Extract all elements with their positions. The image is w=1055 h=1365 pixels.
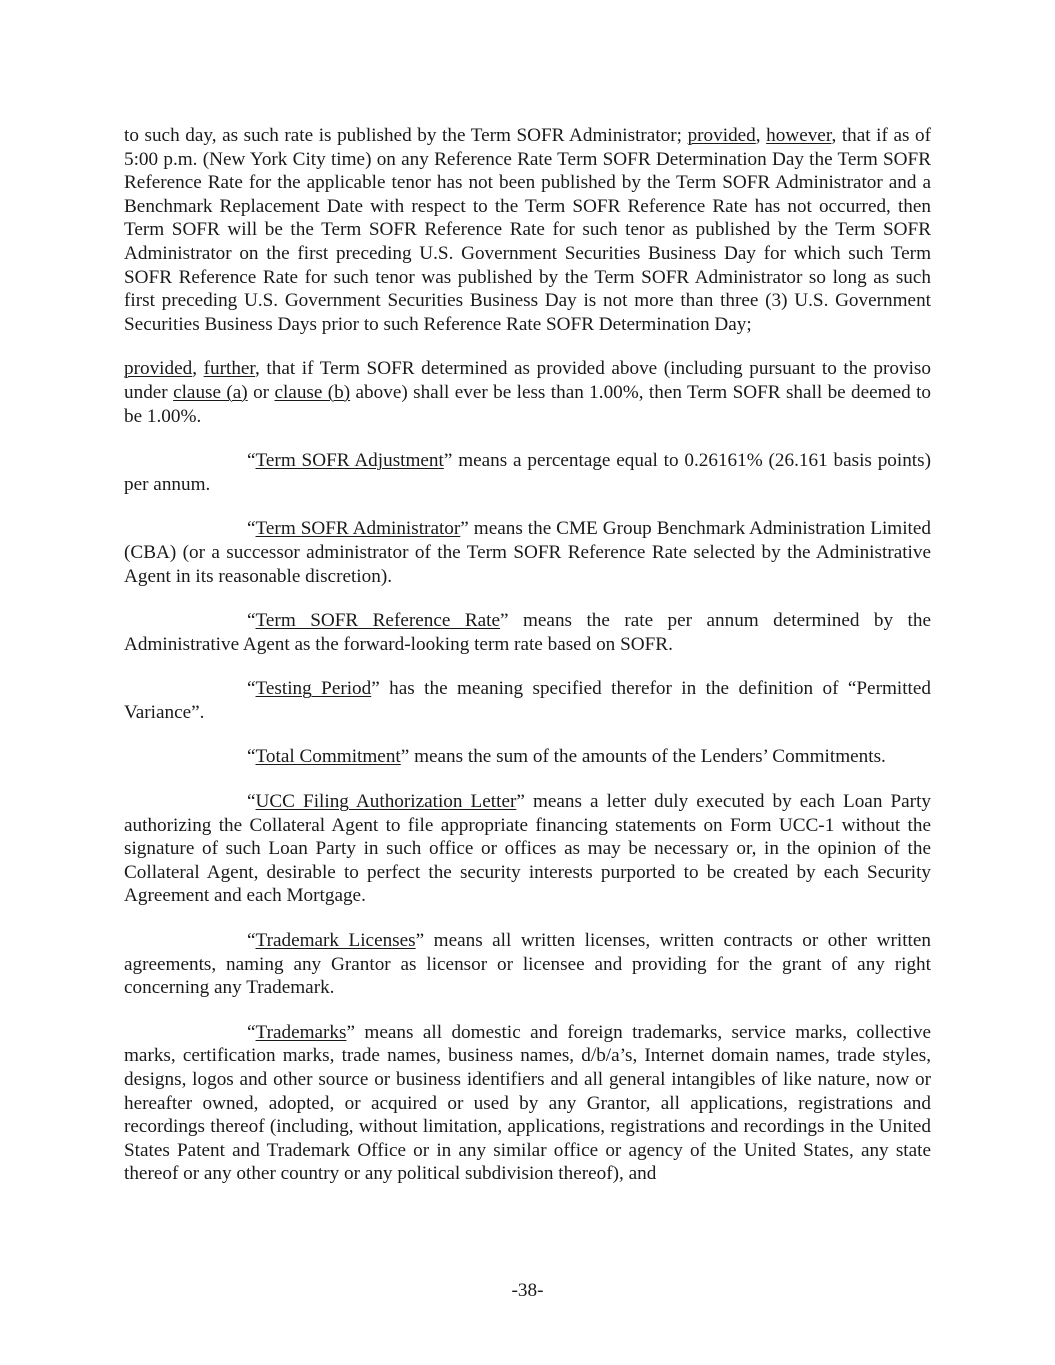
paragraph-def-testing-period bbox=[124, 677, 931, 724]
text-segment: above) shall ever be less than 1.00%, then Term SOFR shall be deemed to be 1.00%. bbox=[124, 381, 932, 427]
text-segment: , that if Term SOFR determined as provided above (including pursuant to the proviso under bbox=[124, 358, 931, 403]
document-page-body bbox=[124, 124, 931, 1207]
text-segment: “ bbox=[247, 791, 256, 813]
text-segment: , bbox=[192, 358, 204, 380]
text-segment: “ bbox=[247, 678, 256, 700]
underlined-term: Term SOFR Administrator bbox=[255, 518, 461, 540]
text-segment: ” means a percentage equal to 0.26161% (26.161 basis points) per annum. bbox=[124, 450, 931, 495]
text-segment: to such day, as such rate is published by the Term SOFR Administrator; bbox=[124, 125, 688, 146]
underlined-term: provided bbox=[687, 125, 756, 146]
underlined-term: Testing Period bbox=[255, 678, 372, 700]
paragraph-def-term-sofr-administrator bbox=[124, 517, 931, 588]
underlined-term: however bbox=[766, 125, 832, 146]
underlined-term: Total Commitment bbox=[255, 746, 401, 768]
underlined-term: Trademarks bbox=[255, 1021, 347, 1043]
text-segment: ” means the sum of the amounts of the Lenders’ Commitments. bbox=[400, 746, 886, 768]
paragraph-def-trademarks bbox=[124, 1021, 931, 1186]
text-segment: ” means all written licenses, written contracts or other written agreements, naming any Grantor as licensor or licensee and providing for the grant of any right concerning any Trademark. bbox=[124, 930, 931, 999]
text-segment: ” has the meaning specified therefor in the definition of “Permitted Variance”. bbox=[124, 678, 931, 723]
text-segment: “ bbox=[247, 1021, 256, 1043]
text-segment: ” means the rate per annum determined by the Administrative Agent as the forward-looking term rate based on SOFR. bbox=[124, 610, 932, 655]
page-number: -38- bbox=[511, 1280, 544, 1301]
text-segment: “ bbox=[247, 930, 256, 952]
paragraph-def-trademark-licenses bbox=[124, 929, 931, 1000]
underlined-term: UCC Filing Authorization Letter bbox=[255, 791, 517, 813]
text-segment: “ bbox=[247, 610, 256, 632]
underlined-term: further bbox=[203, 358, 256, 380]
text-segment: “ bbox=[247, 450, 256, 472]
text-segment: , that if as of 5:00 p.m. (New York City time) on any Reference Rate Term SOFR Determination Day the Term SOFR Reference Rate for the applicable tenor has not been published by the Term SOFR Administrator and a Benchmark Replacement Date with respect to the Term SOFR Reference Rate has not occurred, then Term SOFR will be the Term SOFR Reference Rate for such tenor as published by the Term SOFR Administrator on the first preceding U.S. Government Securities Business Day for which such Term SOFR Reference Rate for such tenor was published by the Term SOFR Administrator so long as such first preceding U.S. Government Securities Business Day is not more than three (3) U.S. Government Securities Business Days prior to such Reference Rate SOFR Determination Day; bbox=[124, 125, 932, 335]
underlined-term: Trademark Licenses bbox=[255, 930, 416, 952]
paragraph-def-term-sofr-adjustment bbox=[124, 449, 931, 496]
text-segment: ” means all domestic and foreign trademarks, service marks, collective marks, certification marks, trade names, business names, d/b/a’s, Internet domain names, trade styles, designs, logos and other source or business identifiers and all general intangibles of like nature, now or hereafter owned, adopted, or acquired or used by any Grantor, all applications, registrations and recordings thereof (including, without limitation, applications, registrations and recordings in the United States Patent and Trademark Office or in any similar office or agency of the United States, any state thereof or any other country or any political subdivision thereof), and bbox=[124, 1021, 931, 1185]
underlined-term: clause (b) bbox=[274, 381, 351, 403]
underlined-term: Term SOFR Adjustment bbox=[255, 450, 444, 472]
text-segment: ” means a letter duly executed by each Loan Party authorizing the Collateral Agent to file appropriate financing statements on Form UCC-1 without the signature of such Loan Party in such office or offices as may be necessary or, in the opinion of the Collateral Agent, desirable to perfect the security interests purported to be created by each Security Agreement and each Mortgage. bbox=[124, 791, 931, 907]
text-segment: or bbox=[247, 381, 275, 403]
paragraph-term-sofr-floor-proviso bbox=[124, 357, 931, 428]
paragraph-def-ucc-filing-authorization-letter bbox=[124, 790, 931, 908]
paragraph-def-total-commitment bbox=[124, 745, 931, 769]
paragraph-term-sofr-continuation bbox=[124, 124, 931, 336]
underlined-term: Term SOFR Reference Rate bbox=[255, 610, 501, 632]
underlined-term: clause (a) bbox=[173, 381, 248, 403]
text-segment: “ bbox=[247, 518, 256, 540]
paragraph-def-term-sofr-reference-rate bbox=[124, 609, 931, 656]
text-segment: , bbox=[755, 125, 767, 146]
underlined-term: provided bbox=[124, 358, 193, 380]
text-segment: “ bbox=[247, 746, 256, 768]
text-segment: ” means the CME Group Benchmark Administration Limited (CBA) (or a successor administrator of the Term SOFR Reference Rate selected by the Administrative Agent in its reasonable discretion). bbox=[124, 518, 931, 587]
